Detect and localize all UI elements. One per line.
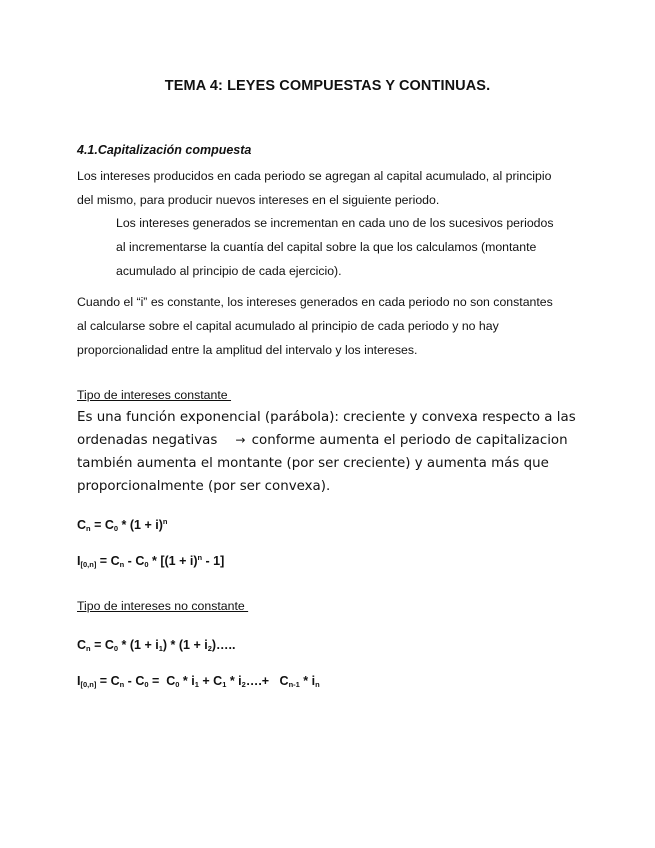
symbol: )….. bbox=[211, 638, 236, 652]
symbol: = bbox=[90, 638, 105, 652]
text-line: Cuando el “i” es constante, los intereses generados en cada periodo no son constantes bbox=[77, 295, 553, 309]
symbol: - 1] bbox=[202, 554, 225, 568]
symbol: * (1 + i) bbox=[118, 518, 163, 532]
subscript: [0,n] bbox=[80, 560, 97, 569]
symbol: - bbox=[124, 674, 136, 688]
text-line: Es una función exponencial (parábola): creciente y convexa respecto a las bbox=[77, 410, 576, 425]
subscript: n bbox=[119, 680, 125, 689]
subheading-nonconstant: Tipo de intereses no constante bbox=[77, 599, 249, 613]
symbol: C bbox=[110, 674, 120, 688]
formula-capital-variable bbox=[77, 638, 236, 653]
symbol: I bbox=[77, 554, 81, 568]
text-line: al incrementarse la cuantía del capital sobre la que los calculamos (montante bbox=[116, 240, 537, 254]
text-line: proporcionalidad entre la amplitud del intervalo y los intereses. bbox=[77, 343, 418, 357]
subheading-constant: Tipo de intereses constante bbox=[77, 388, 232, 402]
symbol: C bbox=[110, 554, 120, 568]
superscript: n bbox=[197, 553, 203, 562]
subscript: n bbox=[315, 680, 320, 689]
text-line: al calcularse sobre el capital acumulado al principio de cada periodo y no hay bbox=[77, 319, 499, 333]
subscript: 0 bbox=[113, 644, 119, 653]
text-fragment: conforme aumenta el periodo de capitalizacion bbox=[251, 433, 568, 448]
subscript: 2 bbox=[241, 680, 246, 689]
symbol: = bbox=[148, 674, 167, 688]
text-line: del mismo, para producir nuevos intereses en el siguiente periodo. bbox=[77, 193, 440, 207]
text-line bbox=[77, 429, 597, 452]
subscript: n bbox=[119, 560, 125, 569]
text-line: proporcionalmente (por ser convexa). bbox=[77, 479, 331, 494]
symbol: ) * (1 + i bbox=[162, 638, 208, 652]
text-line: acumulado al principio de cada ejercicio). bbox=[116, 264, 342, 278]
symbol: C bbox=[135, 674, 145, 688]
symbol: * i bbox=[179, 674, 195, 688]
arrow-right-icon: → bbox=[235, 433, 246, 447]
symbol: = bbox=[96, 554, 111, 568]
superscript: n bbox=[162, 517, 168, 526]
paragraph-constant-rate bbox=[77, 290, 587, 362]
section-heading: 4.1.Capitalización compuesta bbox=[77, 143, 252, 157]
symbol: * (1 + i bbox=[118, 638, 159, 652]
text-line: Los intereses generados se incrementan en cada uno de los sucesivos periodos bbox=[116, 216, 554, 230]
symbol: = bbox=[96, 674, 111, 688]
symbol: C bbox=[166, 674, 176, 688]
symbol: * [(1 + i) bbox=[148, 554, 198, 568]
formula-capital-constant bbox=[77, 517, 167, 533]
symbol: * i bbox=[299, 674, 316, 688]
symbol: C bbox=[77, 518, 87, 532]
page-title: TEMA 4: LEYES COMPUESTAS Y CONTINUAS. bbox=[164, 78, 491, 94]
text-fragment: ordenadas negativas bbox=[77, 433, 218, 448]
text-line: Los intereses producidos en cada periodo se agregan al capital acumulado, al principio bbox=[77, 169, 552, 183]
subscript: 0 bbox=[113, 524, 119, 533]
symbol: I bbox=[77, 674, 81, 688]
symbol: ….+ bbox=[245, 674, 280, 688]
subscript: n-1 bbox=[288, 680, 300, 689]
subscript: 1 bbox=[222, 680, 227, 689]
subscript: [0,n] bbox=[80, 680, 97, 689]
subscript: 1 bbox=[194, 680, 199, 689]
symbol: * i bbox=[226, 674, 242, 688]
paragraph-indented bbox=[116, 211, 596, 283]
subscript: n bbox=[86, 644, 91, 653]
subscript: 1 bbox=[158, 644, 163, 653]
symbol: + bbox=[198, 674, 214, 688]
symbol: C bbox=[135, 554, 145, 568]
symbol: C bbox=[104, 518, 114, 532]
subscript: 0 bbox=[144, 680, 149, 689]
subscript: 0 bbox=[175, 680, 180, 689]
symbol: C bbox=[213, 674, 223, 688]
subscript: 0 bbox=[144, 560, 149, 569]
constant-description bbox=[77, 406, 597, 498]
formula-interest-constant bbox=[77, 553, 224, 569]
text-line: también aumenta el montante (por ser creciente) y aumenta más que bbox=[77, 456, 549, 471]
symbol: C bbox=[104, 638, 114, 652]
subscript: n bbox=[86, 524, 91, 533]
symbol: - bbox=[124, 554, 136, 568]
symbol: C bbox=[77, 638, 87, 652]
symbol: C bbox=[279, 674, 289, 688]
paragraph-definition bbox=[77, 164, 587, 212]
symbol: = bbox=[90, 518, 105, 532]
formula-interest-variable bbox=[77, 674, 320, 689]
subscript: 2 bbox=[207, 644, 212, 653]
